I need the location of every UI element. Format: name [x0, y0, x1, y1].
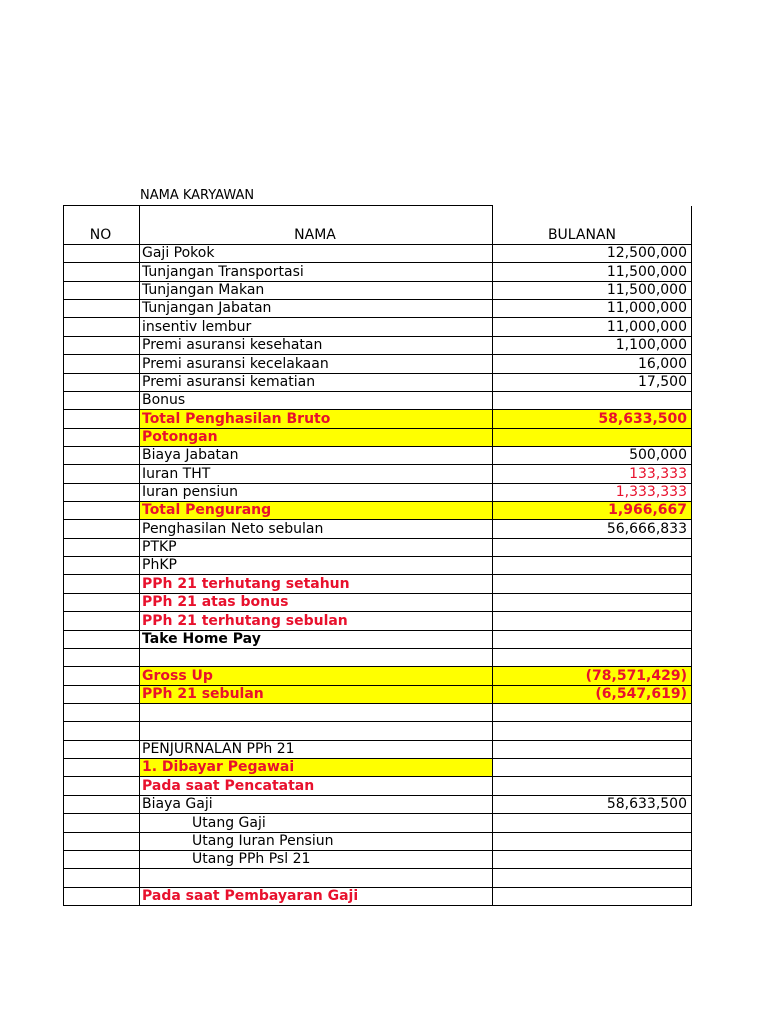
- bulanan-cell[interactable]: [493, 832, 692, 850]
- table-row: [64, 850, 692, 868]
- no-cell[interactable]: [64, 355, 140, 373]
- nama-cell[interactable]: Tunjangan Transportasi: [140, 263, 493, 281]
- nama-cell[interactable]: Utang PPh Psl 21: [140, 850, 493, 868]
- no-cell[interactable]: [64, 630, 140, 648]
- no-cell[interactable]: [64, 667, 140, 685]
- table-row-potongan: [64, 428, 692, 446]
- no-cell[interactable]: [64, 502, 140, 520]
- table-row: [64, 300, 692, 318]
- nama-cell[interactable]: Gaji Pokok: [140, 245, 493, 263]
- table-row-total-pengurang: [64, 502, 692, 520]
- nama-cell[interactable]: Biaya Gaji: [140, 795, 493, 813]
- nama-cell[interactable]: Total Pengurang: [140, 502, 493, 520]
- no-cell[interactable]: [64, 795, 140, 813]
- bulanan-cell[interactable]: 1,100,000: [493, 336, 692, 354]
- bulanan-cell[interactable]: [493, 850, 692, 868]
- nama-cell[interactable]: Tunjangan Makan: [140, 281, 493, 299]
- table-row: [64, 281, 692, 299]
- bulanan-cell[interactable]: [493, 703, 692, 721]
- nama-cell[interactable]: Premi asuransi kecelakaan: [140, 355, 493, 373]
- table-row: [64, 538, 692, 556]
- table-row-gross-up: [64, 667, 692, 685]
- nama-cell[interactable]: Iuran pensiun: [140, 483, 493, 501]
- no-cell[interactable]: [64, 373, 140, 391]
- nama-cell[interactable]: Penghasilan Neto sebulan: [140, 520, 493, 538]
- no-cell[interactable]: [64, 520, 140, 538]
- bulanan-cell[interactable]: 1,333,333: [493, 483, 692, 501]
- nama-cell[interactable]: PPh 21 atas bonus: [140, 593, 493, 611]
- table-row: [64, 575, 692, 593]
- nama-cell[interactable]: Premi asuransi kesehatan: [140, 336, 493, 354]
- bulanan-cell[interactable]: [493, 759, 692, 777]
- no-cell[interactable]: [64, 648, 140, 666]
- nama-cell[interactable]: Tunjangan Jabatan: [140, 300, 493, 318]
- nama-cell[interactable]: [140, 869, 493, 887]
- nama-cell[interactable]: PENJURNALAN PPh 21: [140, 740, 493, 758]
- header-no[interactable]: NO: [64, 206, 140, 245]
- no-cell[interactable]: [64, 538, 140, 556]
- table-row: [64, 630, 692, 648]
- sheet-caption: NAMA KARYAWAN: [140, 188, 255, 203]
- bulanan-cell[interactable]: (78,571,429): [493, 667, 692, 685]
- no-cell[interactable]: [64, 612, 140, 630]
- no-cell[interactable]: [64, 391, 140, 409]
- no-cell[interactable]: [64, 685, 140, 703]
- table-row: [64, 722, 692, 740]
- bulanan-cell[interactable]: 11,000,000: [493, 300, 692, 318]
- no-cell[interactable]: [64, 777, 140, 795]
- bulanan-cell[interactable]: 56,666,833: [493, 520, 692, 538]
- table-row: [64, 336, 692, 354]
- bulanan-cell[interactable]: 12,500,000: [493, 245, 692, 263]
- table-row: [64, 814, 692, 832]
- table-row: [64, 391, 692, 409]
- bulanan-cell[interactable]: [493, 869, 692, 887]
- nama-cell[interactable]: Bonus: [140, 391, 493, 409]
- nama-cell[interactable]: Biaya Jabatan: [140, 446, 493, 464]
- no-cell[interactable]: [64, 722, 140, 740]
- bulanan-cell[interactable]: 11,500,000: [493, 263, 692, 281]
- bulanan-cell[interactable]: [493, 814, 692, 832]
- no-cell[interactable]: [64, 557, 140, 575]
- nama-cell[interactable]: Pada saat Pencatatan: [140, 777, 493, 795]
- nama-cell[interactable]: Premi asuransi kematian: [140, 373, 493, 391]
- bulanan-cell[interactable]: 133,333: [493, 465, 692, 483]
- table-row-total-bruto: [64, 410, 692, 428]
- no-cell[interactable]: [64, 814, 140, 832]
- no-cell[interactable]: [64, 336, 140, 354]
- table-row: [64, 869, 692, 887]
- nama-cell[interactable]: Take Home Pay: [140, 630, 493, 648]
- nama-cell[interactable]: PPh 21 terhutang sebulan: [140, 612, 493, 630]
- no-cell[interactable]: [64, 703, 140, 721]
- no-cell[interactable]: [64, 318, 140, 336]
- table-row: [64, 483, 692, 501]
- bulanan-cell[interactable]: [493, 593, 692, 611]
- bulanan-cell[interactable]: [493, 887, 692, 905]
- table-row: [64, 263, 692, 281]
- table-row: [64, 520, 692, 538]
- bulanan-cell[interactable]: 1,966,667: [493, 502, 692, 520]
- table-row: [64, 593, 692, 611]
- no-cell[interactable]: [64, 593, 140, 611]
- bulanan-cell[interactable]: [493, 428, 692, 446]
- nama-cell[interactable]: PhKP: [140, 557, 493, 575]
- table-row: [64, 557, 692, 575]
- bulanan-cell[interactable]: 500,000: [493, 446, 692, 464]
- bulanan-cell[interactable]: 17,500: [493, 373, 692, 391]
- table-row: [64, 355, 692, 373]
- no-cell[interactable]: [64, 446, 140, 464]
- bulanan-cell[interactable]: [493, 575, 692, 593]
- no-cell[interactable]: [64, 465, 140, 483]
- bulanan-cell[interactable]: [493, 391, 692, 409]
- no-cell[interactable]: [64, 281, 140, 299]
- no-cell[interactable]: [64, 263, 140, 281]
- payroll-table: [63, 205, 692, 906]
- table-row: [64, 703, 692, 721]
- no-cell[interactable]: [64, 850, 140, 868]
- no-cell[interactable]: [64, 483, 140, 501]
- no-cell[interactable]: [64, 410, 140, 428]
- table-row: [64, 373, 692, 391]
- nama-cell[interactable]: PTKP: [140, 538, 493, 556]
- nama-cell[interactable]: Total Penghasilan Bruto: [140, 410, 493, 428]
- nama-cell[interactable]: Utang Iuran Pensiun: [140, 832, 493, 850]
- nama-cell[interactable]: PPh 21 terhutang setahun: [140, 575, 493, 593]
- bulanan-cell[interactable]: 16,000: [493, 355, 692, 373]
- nama-cell[interactable]: [140, 722, 493, 740]
- table-header-row: [64, 206, 692, 245]
- nama-cell[interactable]: [140, 703, 493, 721]
- nama-cell[interactable]: Utang Gaji: [140, 814, 493, 832]
- table-row: [64, 887, 692, 905]
- bulanan-cell[interactable]: [493, 538, 692, 556]
- bulanan-cell[interactable]: [493, 557, 692, 575]
- no-cell[interactable]: [64, 428, 140, 446]
- bulanan-cell[interactable]: [493, 648, 692, 666]
- nama-cell[interactable]: Iuran THT: [140, 465, 493, 483]
- no-cell[interactable]: [64, 245, 140, 263]
- bulanan-cell[interactable]: 58,633,500: [493, 795, 692, 813]
- bulanan-cell[interactable]: [493, 777, 692, 795]
- no-cell[interactable]: [64, 869, 140, 887]
- table-row: [64, 318, 692, 336]
- nama-cell[interactable]: 1. Dibayar Pegawai: [140, 759, 493, 777]
- bulanan-cell[interactable]: 58,633,500: [493, 410, 692, 428]
- no-cell[interactable]: [64, 832, 140, 850]
- header-nama[interactable]: NAMA: [140, 206, 493, 245]
- table-row: [64, 465, 692, 483]
- table-row: [64, 612, 692, 630]
- table-row: [64, 777, 692, 795]
- bulanan-cell[interactable]: 11,000,000: [493, 318, 692, 336]
- no-cell[interactable]: [64, 300, 140, 318]
- header-bulanan[interactable]: BULANAN: [493, 206, 692, 245]
- table-row: [64, 446, 692, 464]
- bulanan-cell[interactable]: [493, 630, 692, 648]
- table-row: [64, 740, 692, 758]
- table-row: [64, 832, 692, 850]
- table-row-pph-sebulan: [64, 685, 692, 703]
- bulanan-cell[interactable]: [493, 740, 692, 758]
- nama-cell[interactable]: insentiv lembur: [140, 318, 493, 336]
- table-row: [64, 245, 692, 263]
- nama-cell[interactable]: Potongan: [140, 428, 493, 446]
- table-row: [64, 795, 692, 813]
- table-row: [64, 648, 692, 666]
- nama-cell[interactable]: PPh 21 sebulan: [140, 685, 493, 703]
- no-cell[interactable]: [64, 740, 140, 758]
- bulanan-cell[interactable]: [493, 722, 692, 740]
- no-cell[interactable]: [64, 759, 140, 777]
- bulanan-cell[interactable]: (6,547,619): [493, 685, 692, 703]
- bulanan-cell[interactable]: [493, 612, 692, 630]
- nama-cell[interactable]: Gross Up: [140, 667, 493, 685]
- nama-cell[interactable]: [140, 648, 493, 666]
- nama-cell[interactable]: Pada saat Pembayaran Gaji: [140, 887, 493, 905]
- table-row: [64, 759, 692, 777]
- bulanan-cell[interactable]: 11,500,000: [493, 281, 692, 299]
- no-cell[interactable]: [64, 887, 140, 905]
- no-cell[interactable]: [64, 575, 140, 593]
